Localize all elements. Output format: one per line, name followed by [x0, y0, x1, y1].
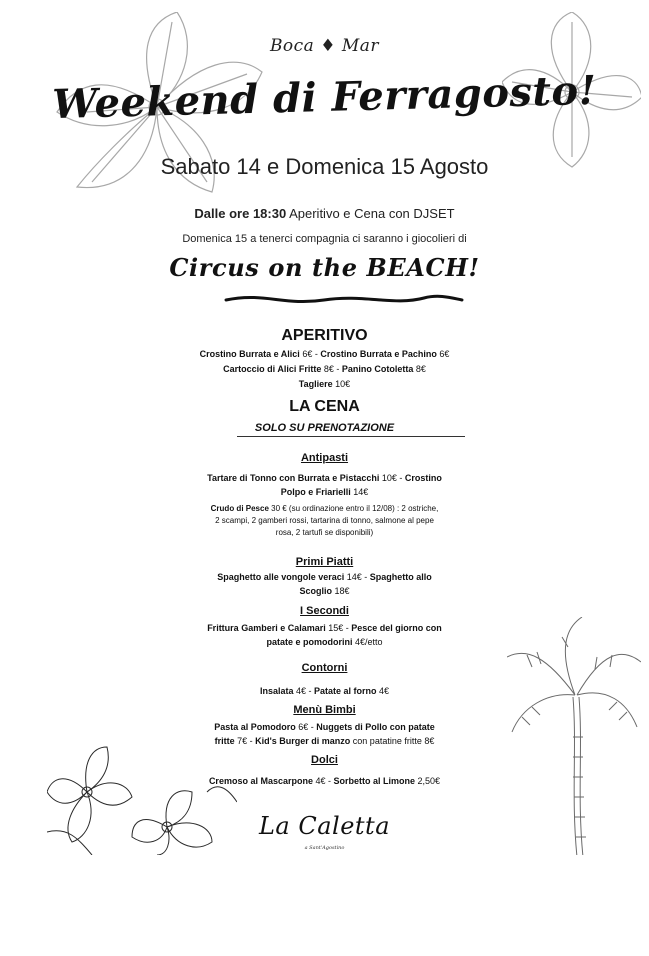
menu-line	[0, 621, 649, 635]
item-description: 2 scampi, 2 gamberi rossi, tartarina di tonno, salmone al pepe	[215, 516, 434, 525]
item-price: 15€	[325, 623, 344, 633]
item-name: Polpo e Friarielli	[280, 487, 351, 497]
item-name: Sorbetto al Limone	[333, 776, 416, 786]
intro-time	[0, 206, 649, 221]
menu-line	[0, 635, 649, 649]
section-title-secondi: I Secondi	[300, 605, 349, 617]
item-description: 30 € (su ordinazione entro il 12/08) : 2 ostriche,	[268, 504, 439, 513]
item-name: Crudo di Pesce	[210, 504, 269, 513]
item-name: patate e pomodorini	[266, 637, 353, 647]
item-price: 4€	[293, 686, 306, 696]
separator: -	[306, 686, 314, 696]
separator: -	[308, 722, 317, 732]
item-price: 6€	[299, 349, 313, 359]
brand-logo: Boca ♦ Mar	[269, 36, 380, 56]
item-name: Scoglio	[299, 586, 332, 596]
item-price: 6€	[436, 349, 450, 359]
item-name: Pesce del giorno con	[351, 623, 442, 633]
menu-line	[0, 570, 649, 584]
section-title-cena: LA CENA	[289, 398, 360, 415]
item-price: 4€	[376, 686, 390, 696]
item-name: Cremoso al Mascarpone	[208, 776, 313, 786]
menu-line	[0, 362, 649, 376]
reservation-note: SOLO SU PRENOTAZIONE	[254, 422, 395, 434]
section-title-dolci: Dolci	[311, 754, 338, 766]
item-description: rosa, 2 tartufi se disponibili)	[275, 528, 374, 537]
intro-sunday: Domenica 15 a tenerci compagnia ci saranno i giocolieri di	[182, 233, 467, 245]
footer-logo-sub: a Sant'Agostino	[304, 845, 345, 851]
menu-line	[0, 485, 649, 499]
item-name: fritte	[214, 736, 235, 746]
item-price: 10€	[379, 473, 397, 483]
menu-line	[0, 584, 649, 598]
item-price: 4€/etto	[352, 637, 383, 647]
item-name: Patate al forno	[314, 686, 377, 696]
menu-line	[0, 684, 649, 698]
item-name: Frittura Gamberi e Calamari	[207, 623, 326, 633]
item-name: Tartare di Tonno con Burrata e Pistacchi	[207, 473, 380, 483]
item-price: 2,50€	[415, 776, 441, 786]
section-title-primi: Primi Piatti	[295, 556, 354, 568]
menu-line	[0, 503, 649, 514]
item-price: 18€	[331, 586, 350, 596]
separator: -	[247, 736, 256, 746]
menu-line	[0, 774, 649, 788]
separator: -	[325, 776, 334, 786]
section-title-contorni: Contorni	[301, 662, 348, 674]
menu-line	[0, 720, 649, 734]
footer-logo: La Caletta	[258, 812, 391, 840]
separator: -	[312, 349, 321, 359]
headline: Weekend di Ferragosto!	[51, 66, 598, 129]
event-dates: Sabato 14 e Domenica 15 Agosto	[160, 154, 489, 179]
divider	[237, 436, 465, 437]
separator: -	[361, 572, 370, 582]
menu-line	[0, 347, 649, 361]
item-name: Spaghetto alle vongole veraci	[217, 572, 345, 582]
item-name: Pasta al Pomodoro	[214, 722, 296, 732]
item-name: Tagliere	[298, 379, 333, 389]
item-description: con patatine fritte 8€	[350, 736, 435, 746]
separator: -	[396, 473, 405, 483]
item-name: Spaghetto allo	[369, 572, 432, 582]
item-name: Insalata	[259, 686, 294, 696]
section-title-antipasti: Antipasti	[300, 452, 349, 464]
menu-line	[0, 377, 649, 391]
item-name: Crostino	[404, 473, 442, 483]
brush-stroke	[224, 288, 464, 310]
item-name: Kid's Burger di manzo	[255, 736, 351, 746]
item-price: 7€	[234, 736, 248, 746]
item-price: 6€	[295, 722, 309, 732]
intro-time-bold: Dalle ore 18:30	[194, 206, 287, 221]
item-name: Nuggets di Pollo con patate	[316, 722, 435, 732]
menu-line	[0, 734, 649, 748]
section-title-bimbi: Menù Bimbi	[293, 704, 356, 716]
item-name: Cartoccio di Alici Fritte	[223, 364, 322, 374]
menu-line	[0, 471, 649, 485]
separator: -	[333, 364, 342, 374]
show-name: Circus on the BEACH!	[169, 253, 480, 282]
item-name: Panino Cotoletta	[341, 364, 414, 374]
item-price: 8€	[413, 364, 426, 374]
intro-time-rest: Aperitivo e Cena con DJSET	[286, 206, 455, 221]
item-price: 10€	[332, 379, 351, 389]
item-price: 14€	[344, 572, 362, 582]
item-price: 8€	[321, 364, 334, 374]
section-title-aperitivo: APERITIVO	[281, 327, 368, 344]
item-price: 4€	[312, 776, 326, 786]
separator: -	[343, 623, 352, 633]
item-name: Crostino Burrata e Alici	[199, 349, 300, 359]
item-price: 14€	[350, 487, 369, 497]
item-name: Crostino Burrata e Pachino	[320, 349, 437, 359]
